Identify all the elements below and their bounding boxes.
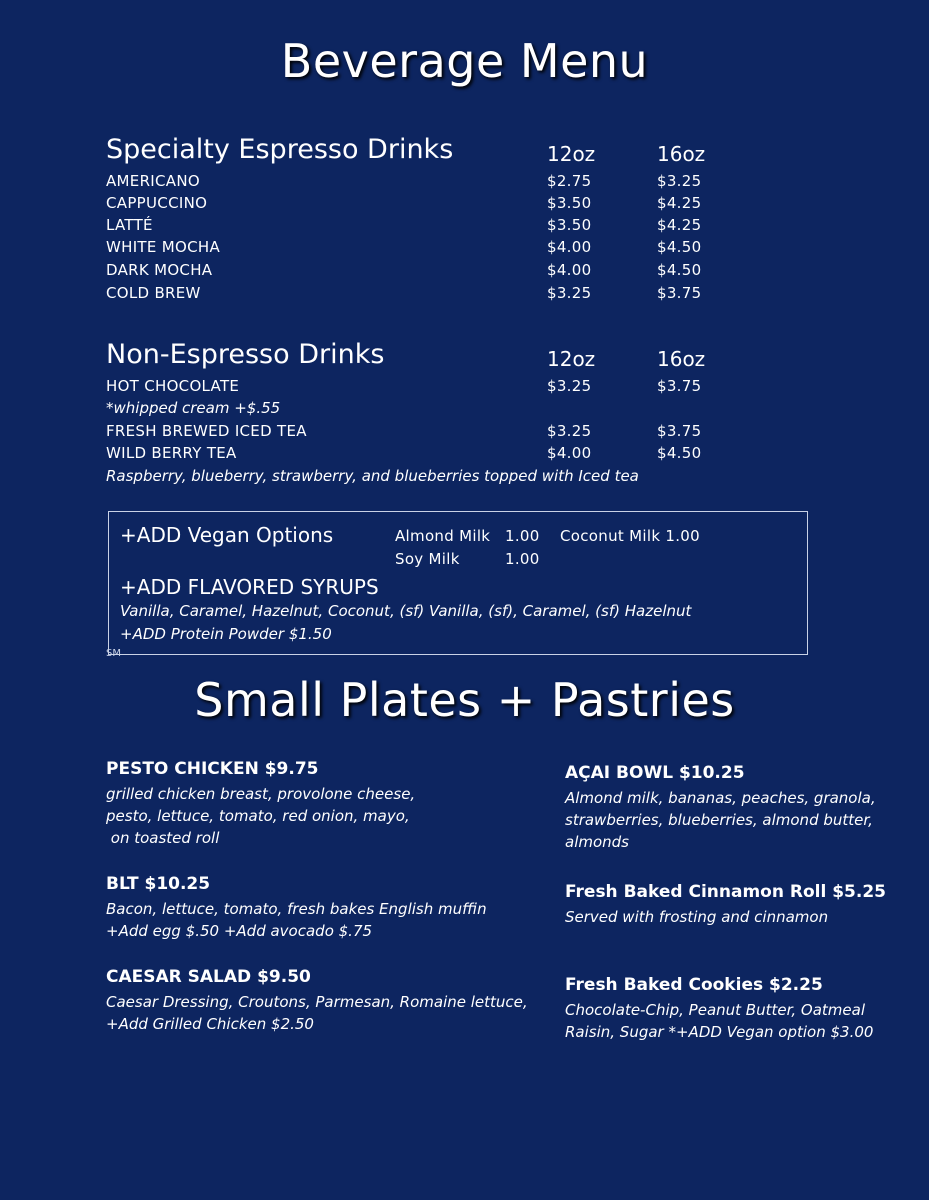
plates-title: Small Plates + Pastries	[194, 673, 735, 727]
page-title: Beverage Menu	[280, 34, 649, 88]
plate-desc-line: Caesar Dressing, Croutons, Parmesan, Romaine lettuce,	[106, 993, 528, 1011]
menu-item-price-12oz: $4.00	[547, 261, 592, 279]
menu-item-price-12oz: $3.25	[547, 284, 592, 302]
menu-item-name: FRESH BREWED ICED TEA	[106, 422, 307, 440]
plate-desc-line: grilled chicken breast, provolone cheese,	[106, 785, 416, 803]
menu-item-name: LATTÉ	[106, 216, 153, 234]
coconut-milk-label: Coconut Milk 1.00	[560, 527, 700, 545]
menu-item-price-16oz: $4.25	[657, 216, 702, 234]
plate-desc-line: Raisin, Sugar *+ADD Vegan option $3.00	[565, 1023, 874, 1041]
plate-name: Fresh Baked Cookies $2.25	[565, 975, 823, 995]
menu-item-name: CAPPUCCINO	[106, 194, 208, 212]
menu-item-price-12oz: $4.00	[547, 444, 592, 462]
menu-item-price-16oz: $3.75	[657, 377, 702, 395]
menu-item-price-12oz: $3.25	[547, 377, 592, 395]
berry-tea-note: Raspberry, blueberry, strawberry, and blueberries topped with Iced tea	[106, 467, 639, 485]
soy-milk-label: Soy Milk	[395, 550, 460, 568]
menu-item-price-16oz: $3.75	[657, 422, 702, 440]
menu-item-name: WILD BERRY TEA	[106, 444, 237, 462]
menu-item-price-16oz: $4.25	[657, 194, 702, 212]
menu-item-name: HOT CHOCOLATE	[106, 377, 240, 395]
plate-name: CAESAR SALAD $9.50	[106, 967, 311, 987]
whipped-cream-note: *whipped cream +$.55	[106, 399, 281, 417]
plate-name: BLT $10.25	[106, 874, 211, 894]
non-espresso-heading: Non-Espresso Drinks	[106, 339, 385, 370]
menu-item-price-16oz: $4.50	[657, 444, 702, 462]
plate-name: PESTO CHICKEN $9.75	[106, 759, 319, 779]
menu-item-price-12oz: $4.00	[547, 238, 592, 256]
menu-item-price-16oz: $4.50	[657, 261, 702, 279]
plate-desc-line: Chocolate-Chip, Peanut Butter, Oatmeal	[565, 1001, 865, 1019]
stray-text: SM	[106, 648, 121, 659]
plate-desc-line: strawberries, blueberries, almond butter,	[565, 811, 873, 829]
menu-item-price-12oz: $2.75	[547, 172, 592, 190]
plate-name: Fresh Baked Cinnamon Roll $5.25	[565, 882, 886, 902]
soy-milk-price: 1.00	[505, 550, 540, 568]
almond-milk-price: 1.00	[505, 527, 540, 545]
protein-powder-addon: +ADD Protein Powder $1.50	[120, 625, 332, 643]
espresso-size-12oz: 12oz	[547, 142, 596, 166]
menu-item-price-16oz: $3.75	[657, 284, 702, 302]
plate-desc-line: Bacon, lettuce, tomato, fresh bakes English muffin	[106, 900, 487, 918]
espresso-size-16oz: 16oz	[657, 142, 706, 166]
plate-desc-line: almonds	[565, 833, 629, 851]
vegan-options-heading: +ADD Vegan Options	[120, 523, 334, 547]
plate-desc-line: +Add egg $.50 +Add avocado $.75	[106, 922, 373, 940]
menu-item-price-16oz: $4.50	[657, 238, 702, 256]
menu-item-price-12oz: $3.25	[547, 422, 592, 440]
plate-desc-line: +Add Grilled Chicken $2.50	[106, 1015, 314, 1033]
menu-item-name: COLD BREW	[106, 284, 201, 302]
non-espresso-size-16oz: 16oz	[657, 347, 706, 371]
almond-milk-label: Almond Milk	[395, 527, 491, 545]
plate-name: AÇAI BOWL $10.25	[565, 763, 745, 783]
menu-item-price-12oz: $3.50	[547, 216, 592, 234]
non-espresso-size-12oz: 12oz	[547, 347, 596, 371]
espresso-heading: Specialty Espresso Drinks	[106, 134, 454, 165]
plate-desc-line: Almond milk, bananas, peaches, granola,	[565, 789, 876, 807]
plate-desc-line: pesto, lettuce, tomato, red onion, mayo,	[106, 807, 410, 825]
syrups-heading: +ADD FLAVORED SYRUPS	[120, 575, 379, 599]
menu-item-name: AMERICANO	[106, 172, 200, 190]
menu-item-name: WHITE MOCHA	[106, 238, 221, 256]
menu-item-name: DARK MOCHA	[106, 261, 213, 279]
plate-desc-line: Served with frosting and cinnamon	[565, 908, 829, 926]
plate-desc-line: on toasted roll	[106, 829, 220, 847]
syrups-list: Vanilla, Caramel, Hazelnut, Coconut, (sf) Vanilla, (sf), Caramel, (sf) Hazelnut	[120, 602, 692, 620]
menu-item-price-12oz: $3.50	[547, 194, 592, 212]
menu-item-price-16oz: $3.25	[657, 172, 702, 190]
